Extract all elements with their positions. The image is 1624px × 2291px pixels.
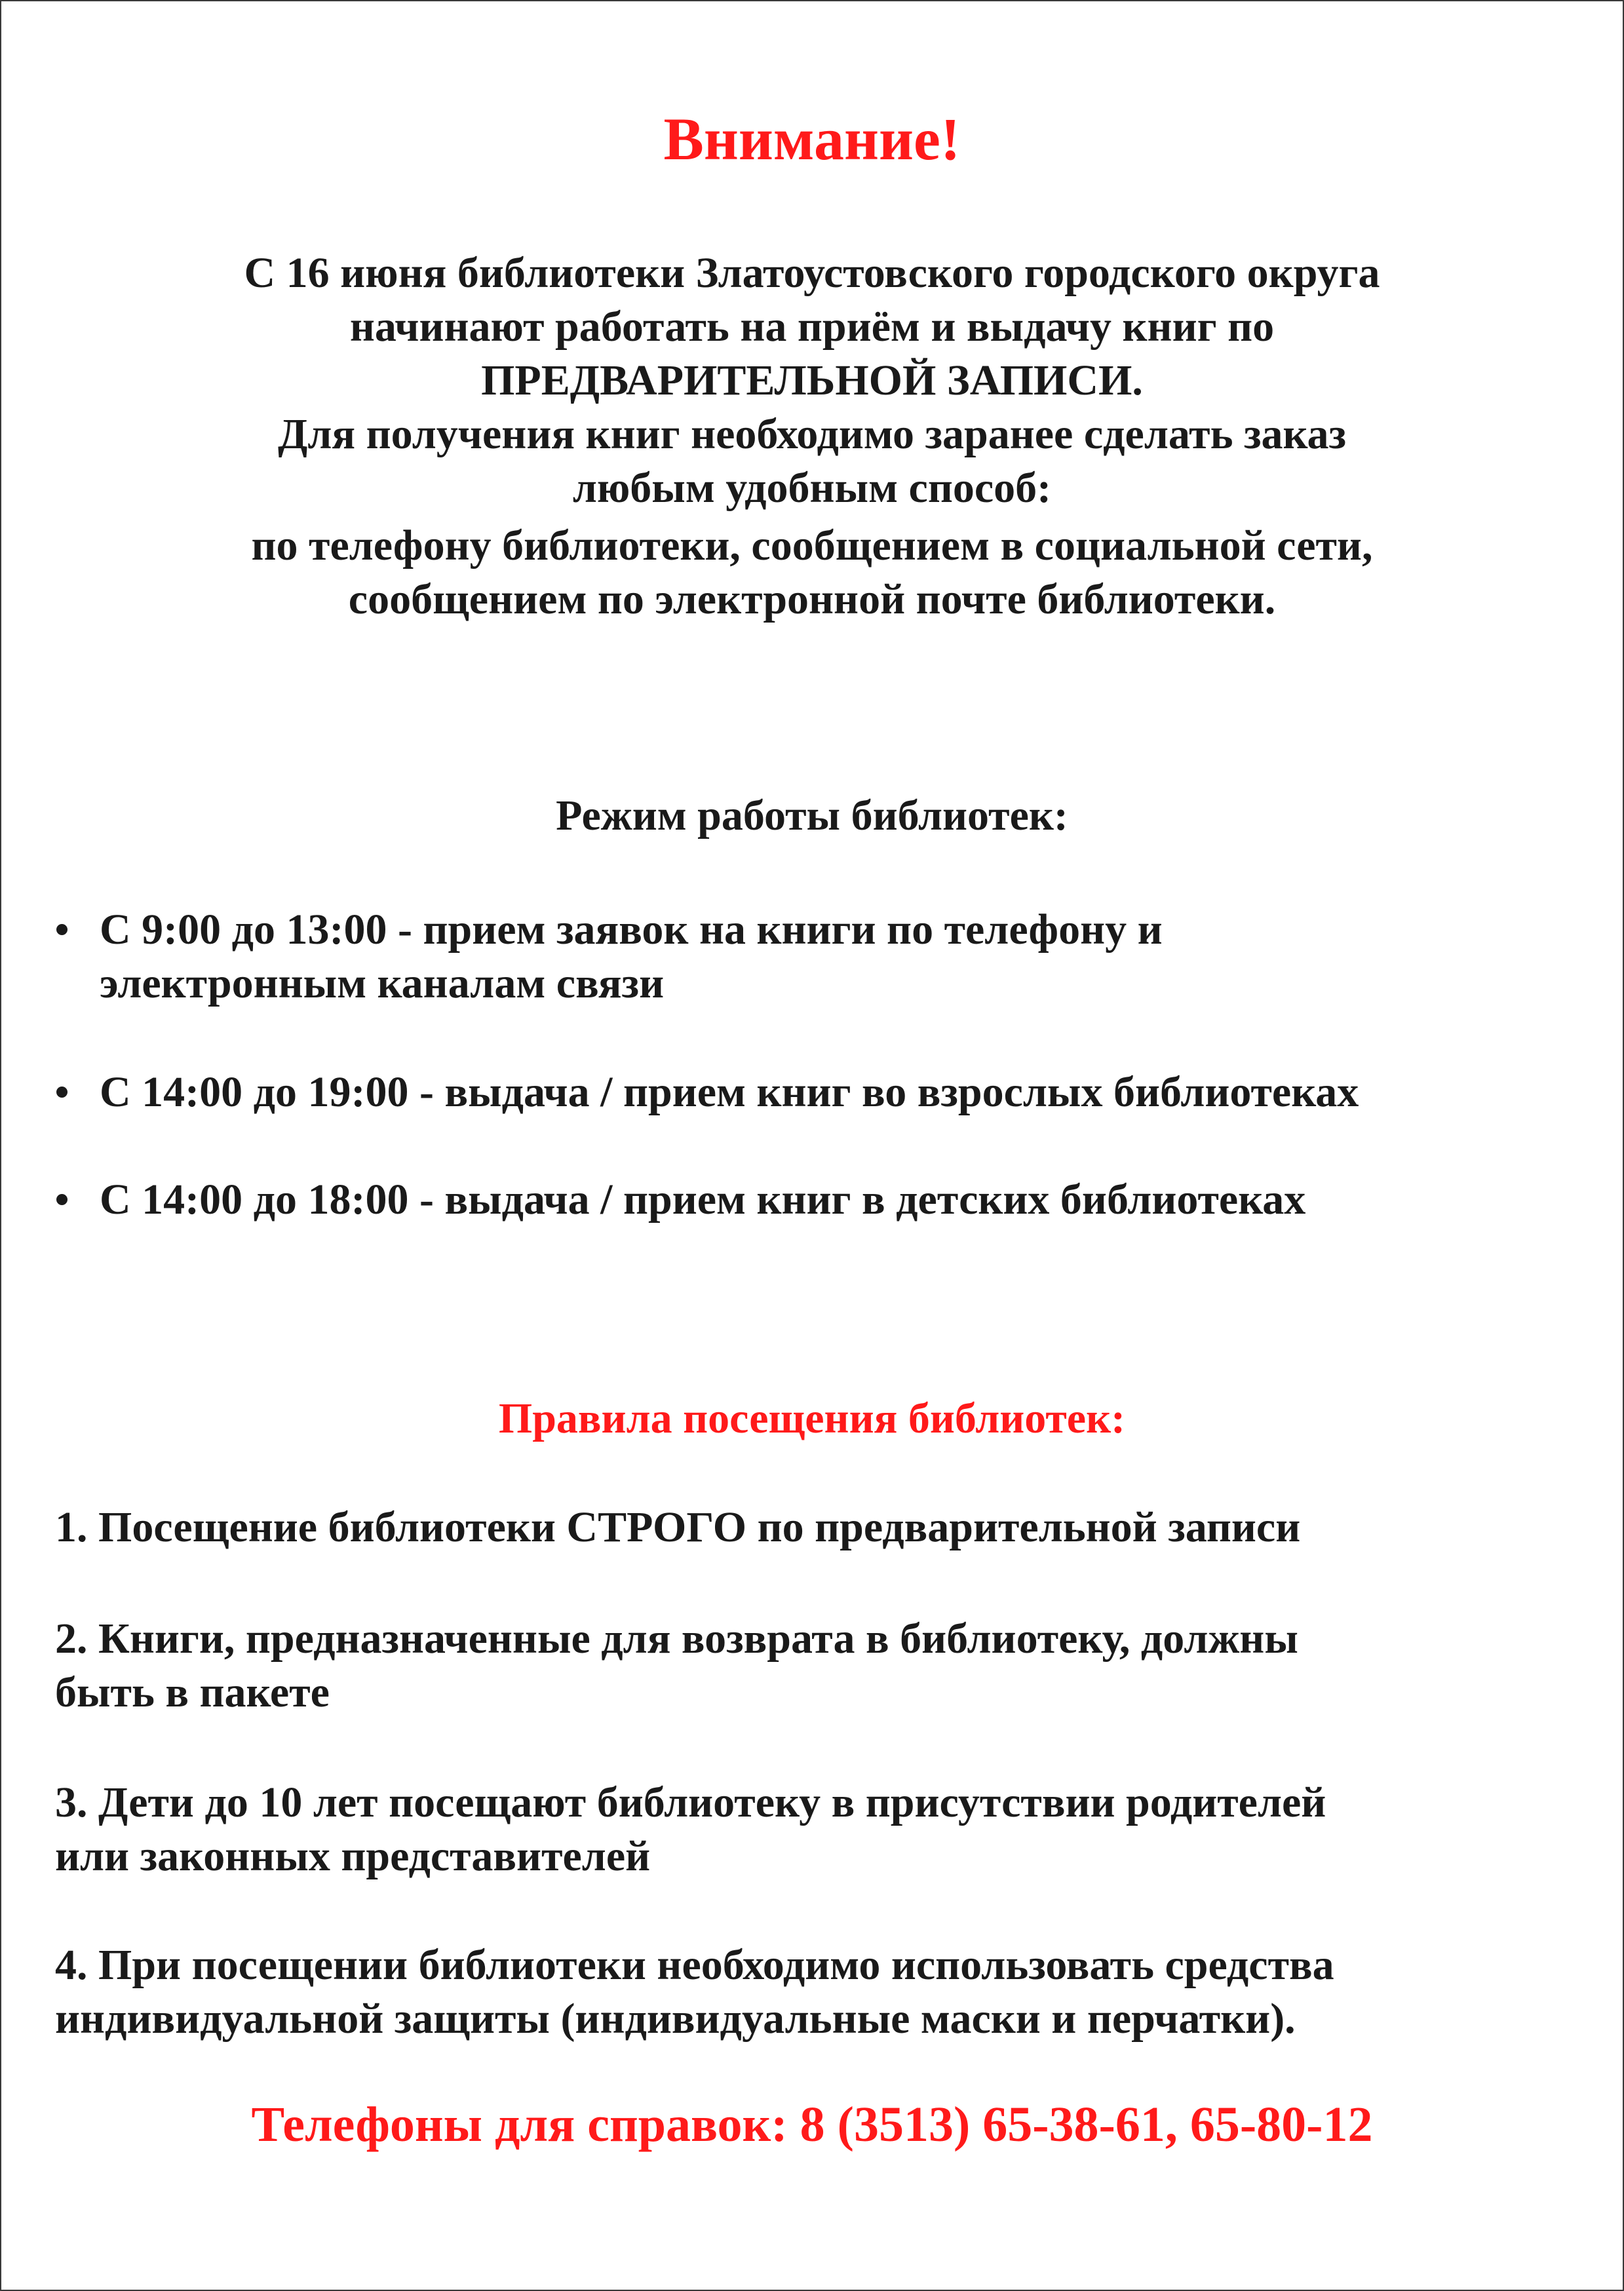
schedule-item-1-line-1: С 9:00 до 13:00 - прием заявок на книги по телефону и [100, 906, 1163, 953]
bullet-icon [56, 1194, 68, 1205]
bullet-icon [56, 924, 68, 935]
rule-3-line-1: 3. Дети до 10 лет посещают библиотеку в присутствии родителей [55, 1779, 1326, 1826]
intro-line-2: начинают работать на приём и выдачу книг по [349, 303, 1275, 351]
rule-4-line-1: 4. При посещении библиотеки необходимо использовать средства [55, 1941, 1334, 1989]
bullet-icon [56, 1087, 68, 1098]
intro-line-7: сообщением по электронной почте библиотеки. [348, 575, 1276, 623]
rule-1-line-1: 1. Посещение библиотеки СТРОГО по предварительной записи [55, 1503, 1301, 1551]
contact-phones: Телефоны для справок: 8 (3513) 65-38-61, 65-80-12 [251, 2097, 1373, 2152]
schedule-item-2-line-1: С 14:00 до 19:00 - выдача / прием книг во взрослых библиотеках [100, 1068, 1359, 1116]
rule-3-line-2: или законных представителей [55, 1832, 651, 1880]
rule-4-line-2: индивидуальной защиты (индивидуальные маски и перчатки). [55, 1995, 1296, 2043]
intro-line-5: любым удобным способ: [572, 464, 1052, 512]
notice-heading: Внимание! [663, 106, 961, 172]
intro-line-6: по телефону библиотеки, сообщением в социальной сети, [251, 522, 1373, 569]
schedule-item-1-line-2: электронным каналам связи [100, 959, 665, 1007]
schedule-item-3-line-1: С 14:00 до 18:00 - выдача / прием книг в детских библиотеках [100, 1176, 1306, 1223]
rule-2-line-1: 2. Книги, предназначенные для возврата в библиотеку, должны [55, 1615, 1298, 1663]
rules-heading: Правила посещения библиотек: [498, 1395, 1126, 1442]
intro-line-1: С 16 июня библиотеки Златоустовского городского округа [244, 249, 1380, 297]
intro-line-4: Для получения книг необходимо заранее сделать заказ [277, 410, 1347, 458]
intro-line-3: ПРЕДВАРИТЕЛЬНОЙ ЗАПИСИ. [481, 356, 1143, 404]
schedule-heading: Режим работы библиотек: [556, 792, 1068, 839]
rule-2-line-2: быть в пакете [55, 1668, 330, 1716]
